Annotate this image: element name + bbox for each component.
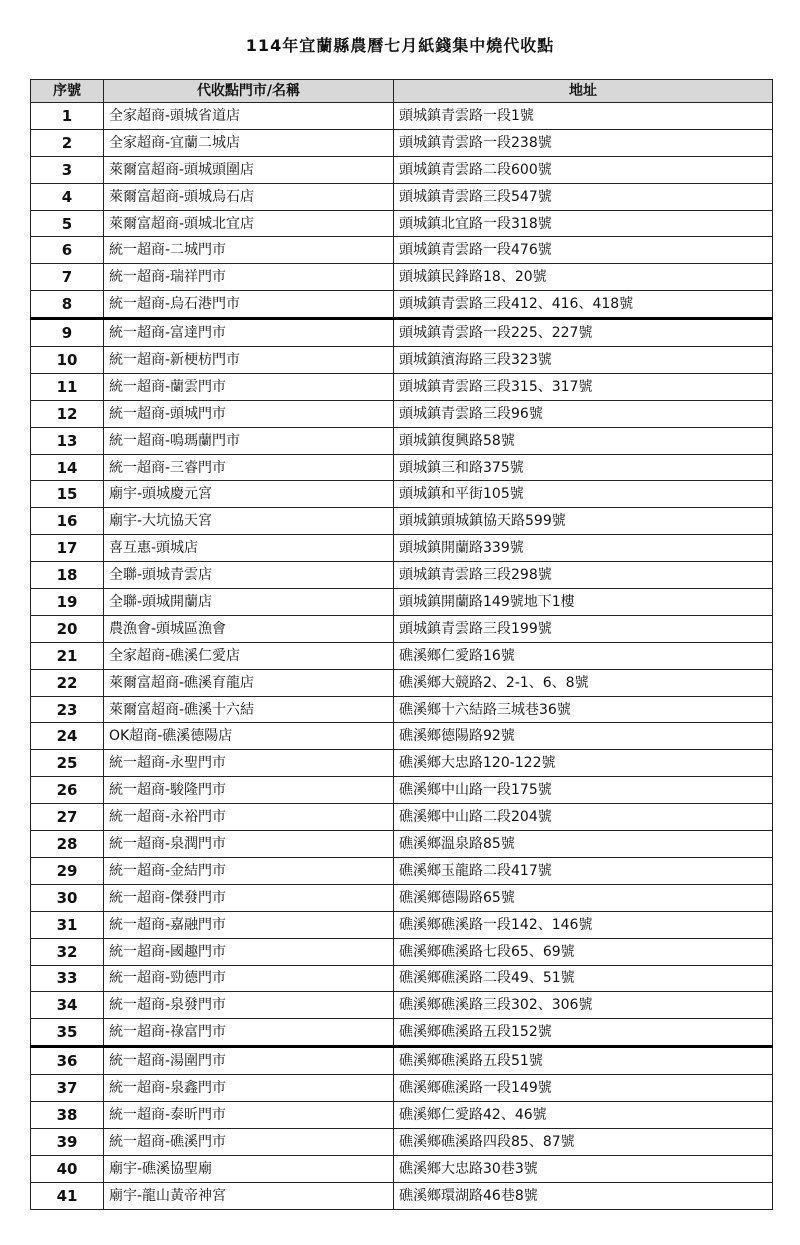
table-row xyxy=(31,1019,773,1047)
row-address: 礁溪鄉德陽路65號 xyxy=(394,884,773,911)
row-store-name: 統一超商-泉潤門市 xyxy=(104,831,394,858)
row-serial: 15 xyxy=(31,481,104,508)
row-store-name: 統一超商-永裕門市 xyxy=(104,804,394,831)
row-serial: 8 xyxy=(31,291,104,319)
row-store-name: 統一超商-礁溪門市 xyxy=(104,1128,394,1155)
row-serial: 37 xyxy=(31,1075,104,1102)
table-row xyxy=(31,1047,773,1075)
row-serial: 25 xyxy=(31,750,104,777)
row-serial: 30 xyxy=(31,884,104,911)
table-row xyxy=(31,454,773,481)
row-address: 頭城鎮青雲路三段199號 xyxy=(394,615,773,642)
row-address: 礁溪鄉仁愛路16號 xyxy=(394,642,773,669)
row-store-name: 萊爾富超商-頭城烏石店 xyxy=(104,183,394,210)
row-serial: 5 xyxy=(31,210,104,237)
row-address: 礁溪鄉玉龍路二段417號 xyxy=(394,857,773,884)
table-row xyxy=(31,103,773,130)
row-address: 礁溪鄉礁溪路四段85、87號 xyxy=(394,1128,773,1155)
page-title: 114年宜蘭縣農曆七月紙錢集中燒代收點 xyxy=(245,36,555,55)
row-address: 頭城鎮民鋒路18、20號 xyxy=(394,264,773,291)
table-row xyxy=(31,210,773,237)
row-serial: 40 xyxy=(31,1155,104,1182)
row-serial: 17 xyxy=(31,535,104,562)
row-store-name: 統一超商-湯圍門市 xyxy=(104,1047,394,1075)
table-row xyxy=(31,1128,773,1155)
row-serial: 19 xyxy=(31,589,104,616)
row-serial: 22 xyxy=(31,669,104,696)
row-address: 頭城鎮青雲路二段600號 xyxy=(394,156,773,183)
row-store-name: 統一超商-富達門市 xyxy=(104,319,394,347)
row-store-name: 農漁會-頭城區漁會 xyxy=(104,615,394,642)
table-row xyxy=(31,373,773,400)
row-serial: 26 xyxy=(31,777,104,804)
row-serial: 33 xyxy=(31,965,104,992)
row-address: 礁溪鄉礁溪路五段51號 xyxy=(394,1047,773,1075)
table-row xyxy=(31,347,773,374)
row-address: 礁溪鄉礁溪路一段142、146號 xyxy=(394,911,773,938)
table-body xyxy=(31,103,773,1210)
table-row xyxy=(31,481,773,508)
table-row xyxy=(31,129,773,156)
row-store-name: 萊爾富超商-頭城頭圍店 xyxy=(104,156,394,183)
row-store-name: 萊爾富超商-頭城北宜店 xyxy=(104,210,394,237)
row-serial: 29 xyxy=(31,857,104,884)
row-store-name: 統一超商-蘭雲門市 xyxy=(104,373,394,400)
header-address: 地址 xyxy=(394,80,773,103)
row-store-name: 統一超商-鳴瑪蘭門市 xyxy=(104,427,394,454)
row-store-name: 統一超商-駿隆門市 xyxy=(104,777,394,804)
table-row xyxy=(31,1075,773,1102)
row-store-name: 萊爾富超商-礁溪十六結 xyxy=(104,696,394,723)
row-serial: 14 xyxy=(31,454,104,481)
row-store-name: 統一超商-頭城門市 xyxy=(104,400,394,427)
row-serial: 34 xyxy=(31,992,104,1019)
table-row xyxy=(31,427,773,454)
row-store-name: 廟宇-礁溪協聖廟 xyxy=(104,1155,394,1182)
row-serial: 41 xyxy=(31,1182,104,1209)
row-serial: 16 xyxy=(31,508,104,535)
row-address: 礁溪鄉礁溪路三段302、306號 xyxy=(394,992,773,1019)
row-serial: 32 xyxy=(31,938,104,965)
row-address: 頭城鎮青雲路三段298號 xyxy=(394,562,773,589)
row-address: 礁溪鄉環湖路46巷8號 xyxy=(394,1182,773,1209)
table-row xyxy=(31,1182,773,1209)
row-address: 頭城鎮北宜路一段318號 xyxy=(394,210,773,237)
table-row xyxy=(31,183,773,210)
row-store-name: 統一超商-瑞祥門市 xyxy=(104,264,394,291)
row-serial: 7 xyxy=(31,264,104,291)
row-store-name: 全家超商-頭城省道店 xyxy=(104,103,394,130)
table-row xyxy=(31,750,773,777)
row-serial: 24 xyxy=(31,723,104,750)
table-row xyxy=(31,642,773,669)
row-serial: 13 xyxy=(31,427,104,454)
header-serial: 序號 xyxy=(31,80,104,103)
header-store-name: 代收點門市/名稱 xyxy=(104,80,394,103)
table-row xyxy=(31,156,773,183)
row-serial: 20 xyxy=(31,615,104,642)
row-serial: 23 xyxy=(31,696,104,723)
row-store-name: 全家超商-宜蘭二城店 xyxy=(104,129,394,156)
row-serial: 1 xyxy=(31,103,104,130)
row-store-name: 統一超商-泉鑫門市 xyxy=(104,1075,394,1102)
table-row xyxy=(31,669,773,696)
row-address: 頭城鎮青雲路一段238號 xyxy=(394,129,773,156)
row-address: 頭城鎮和平街105號 xyxy=(394,481,773,508)
table-header-row xyxy=(31,80,773,103)
row-serial: 11 xyxy=(31,373,104,400)
table-row xyxy=(31,884,773,911)
row-store-name: 統一超商-烏石港門市 xyxy=(104,291,394,319)
row-serial: 35 xyxy=(31,1019,104,1047)
row-address: 頭城鎮開蘭路339號 xyxy=(394,535,773,562)
row-serial: 39 xyxy=(31,1128,104,1155)
row-serial: 28 xyxy=(31,831,104,858)
row-serial: 10 xyxy=(31,347,104,374)
table-row xyxy=(31,992,773,1019)
table-row xyxy=(31,965,773,992)
row-store-name: 統一超商-泉發門市 xyxy=(104,992,394,1019)
table-row xyxy=(31,264,773,291)
row-store-name: 全聯-頭城開蘭店 xyxy=(104,589,394,616)
table-row xyxy=(31,938,773,965)
row-store-name: 統一超商-勁德門市 xyxy=(104,965,394,992)
table-row xyxy=(31,1155,773,1182)
row-address: 頭城鎮青雲路三段315、317號 xyxy=(394,373,773,400)
row-address: 礁溪鄉礁溪路二段49、51號 xyxy=(394,965,773,992)
row-store-name: 全家超商-礁溪仁愛店 xyxy=(104,642,394,669)
row-store-name: 統一超商-永聖門市 xyxy=(104,750,394,777)
row-serial: 27 xyxy=(31,804,104,831)
row-serial: 12 xyxy=(31,400,104,427)
table-row xyxy=(31,562,773,589)
row-store-name: 萊爾富超商-礁溪育龍店 xyxy=(104,669,394,696)
row-address: 礁溪鄉礁溪路七段65、69號 xyxy=(394,938,773,965)
row-address: 礁溪鄉大忠路120-122號 xyxy=(394,750,773,777)
row-serial: 36 xyxy=(31,1047,104,1075)
row-serial: 2 xyxy=(31,129,104,156)
row-store-name: 統一超商-二城門市 xyxy=(104,237,394,264)
row-address: 頭城鎮開蘭路149號地下1樓 xyxy=(394,589,773,616)
table-row xyxy=(31,857,773,884)
row-address: 礁溪鄉礁溪路一段149號 xyxy=(394,1075,773,1102)
row-address: 頭城鎮青雲路一段1號 xyxy=(394,103,773,130)
row-address: 頭城鎮青雲路三段547號 xyxy=(394,183,773,210)
row-address: 礁溪鄉中山路一段175號 xyxy=(394,777,773,804)
row-store-name: 全聯-頭城青雲店 xyxy=(104,562,394,589)
table-row xyxy=(31,723,773,750)
row-store-name: 廟宇-頭城慶元宮 xyxy=(104,481,394,508)
row-address: 頭城鎮青雲路三段96號 xyxy=(394,400,773,427)
table-row xyxy=(31,615,773,642)
row-address: 頭城鎮頭城鎮協天路599號 xyxy=(394,508,773,535)
table-row xyxy=(31,508,773,535)
row-serial: 3 xyxy=(31,156,104,183)
row-serial: 6 xyxy=(31,237,104,264)
row-store-name: 統一超商-嘉融門市 xyxy=(104,911,394,938)
row-store-name: 統一超商-金結門市 xyxy=(104,857,394,884)
row-store-name: 統一超商-三睿門市 xyxy=(104,454,394,481)
row-serial: 21 xyxy=(31,642,104,669)
row-store-name: OK超商-礁溪德陽店 xyxy=(104,723,394,750)
table-row xyxy=(31,1101,773,1128)
row-store-name: 廟宇-龍山黃帝神宮 xyxy=(104,1182,394,1209)
table-row xyxy=(31,535,773,562)
row-serial: 9 xyxy=(31,319,104,347)
table-row xyxy=(31,911,773,938)
row-address: 頭城鎮青雲路三段412、416、418號 xyxy=(394,291,773,319)
row-store-name: 喜互惠-頭城店 xyxy=(104,535,394,562)
row-serial: 38 xyxy=(31,1101,104,1128)
collection-point-table xyxy=(30,79,773,1210)
row-address: 礁溪鄉大競路2、2-1、6、8號 xyxy=(394,669,773,696)
row-serial: 18 xyxy=(31,562,104,589)
row-store-name: 統一超商-祿富門市 xyxy=(104,1019,394,1047)
row-address: 頭城鎮三和路375號 xyxy=(394,454,773,481)
row-store-name: 統一超商-新梗枋門市 xyxy=(104,347,394,374)
row-serial: 31 xyxy=(31,911,104,938)
row-store-name: 統一超商-傑發門市 xyxy=(104,884,394,911)
row-store-name: 統一超商-泰昕門市 xyxy=(104,1101,394,1128)
table-row xyxy=(31,804,773,831)
row-address: 礁溪鄉德陽路92號 xyxy=(394,723,773,750)
row-store-name: 統一超商-國趣門市 xyxy=(104,938,394,965)
table-row xyxy=(31,589,773,616)
table-row xyxy=(31,291,773,319)
table-row xyxy=(31,696,773,723)
row-address: 礁溪鄉礁溪路五段152號 xyxy=(394,1019,773,1047)
table-row xyxy=(31,831,773,858)
table-row xyxy=(31,400,773,427)
table-row xyxy=(31,237,773,264)
row-address: 礁溪鄉仁愛路42、46號 xyxy=(394,1101,773,1128)
row-address: 礁溪鄉中山路二段204號 xyxy=(394,804,773,831)
row-address: 頭城鎮復興路58號 xyxy=(394,427,773,454)
row-address: 礁溪鄉溫泉路85號 xyxy=(394,831,773,858)
row-address: 頭城鎮濱海路三段323號 xyxy=(394,347,773,374)
row-store-name: 廟宇-大坑協天宮 xyxy=(104,508,394,535)
row-address: 頭城鎮青雲路一段225、227號 xyxy=(394,319,773,347)
table-row xyxy=(31,319,773,347)
row-address: 頭城鎮青雲路一段476號 xyxy=(394,237,773,264)
row-address: 礁溪鄉十六結路三城巷36號 xyxy=(394,696,773,723)
table-row xyxy=(31,777,773,804)
row-serial: 4 xyxy=(31,183,104,210)
row-address: 礁溪鄉大忠路30巷3號 xyxy=(394,1155,773,1182)
